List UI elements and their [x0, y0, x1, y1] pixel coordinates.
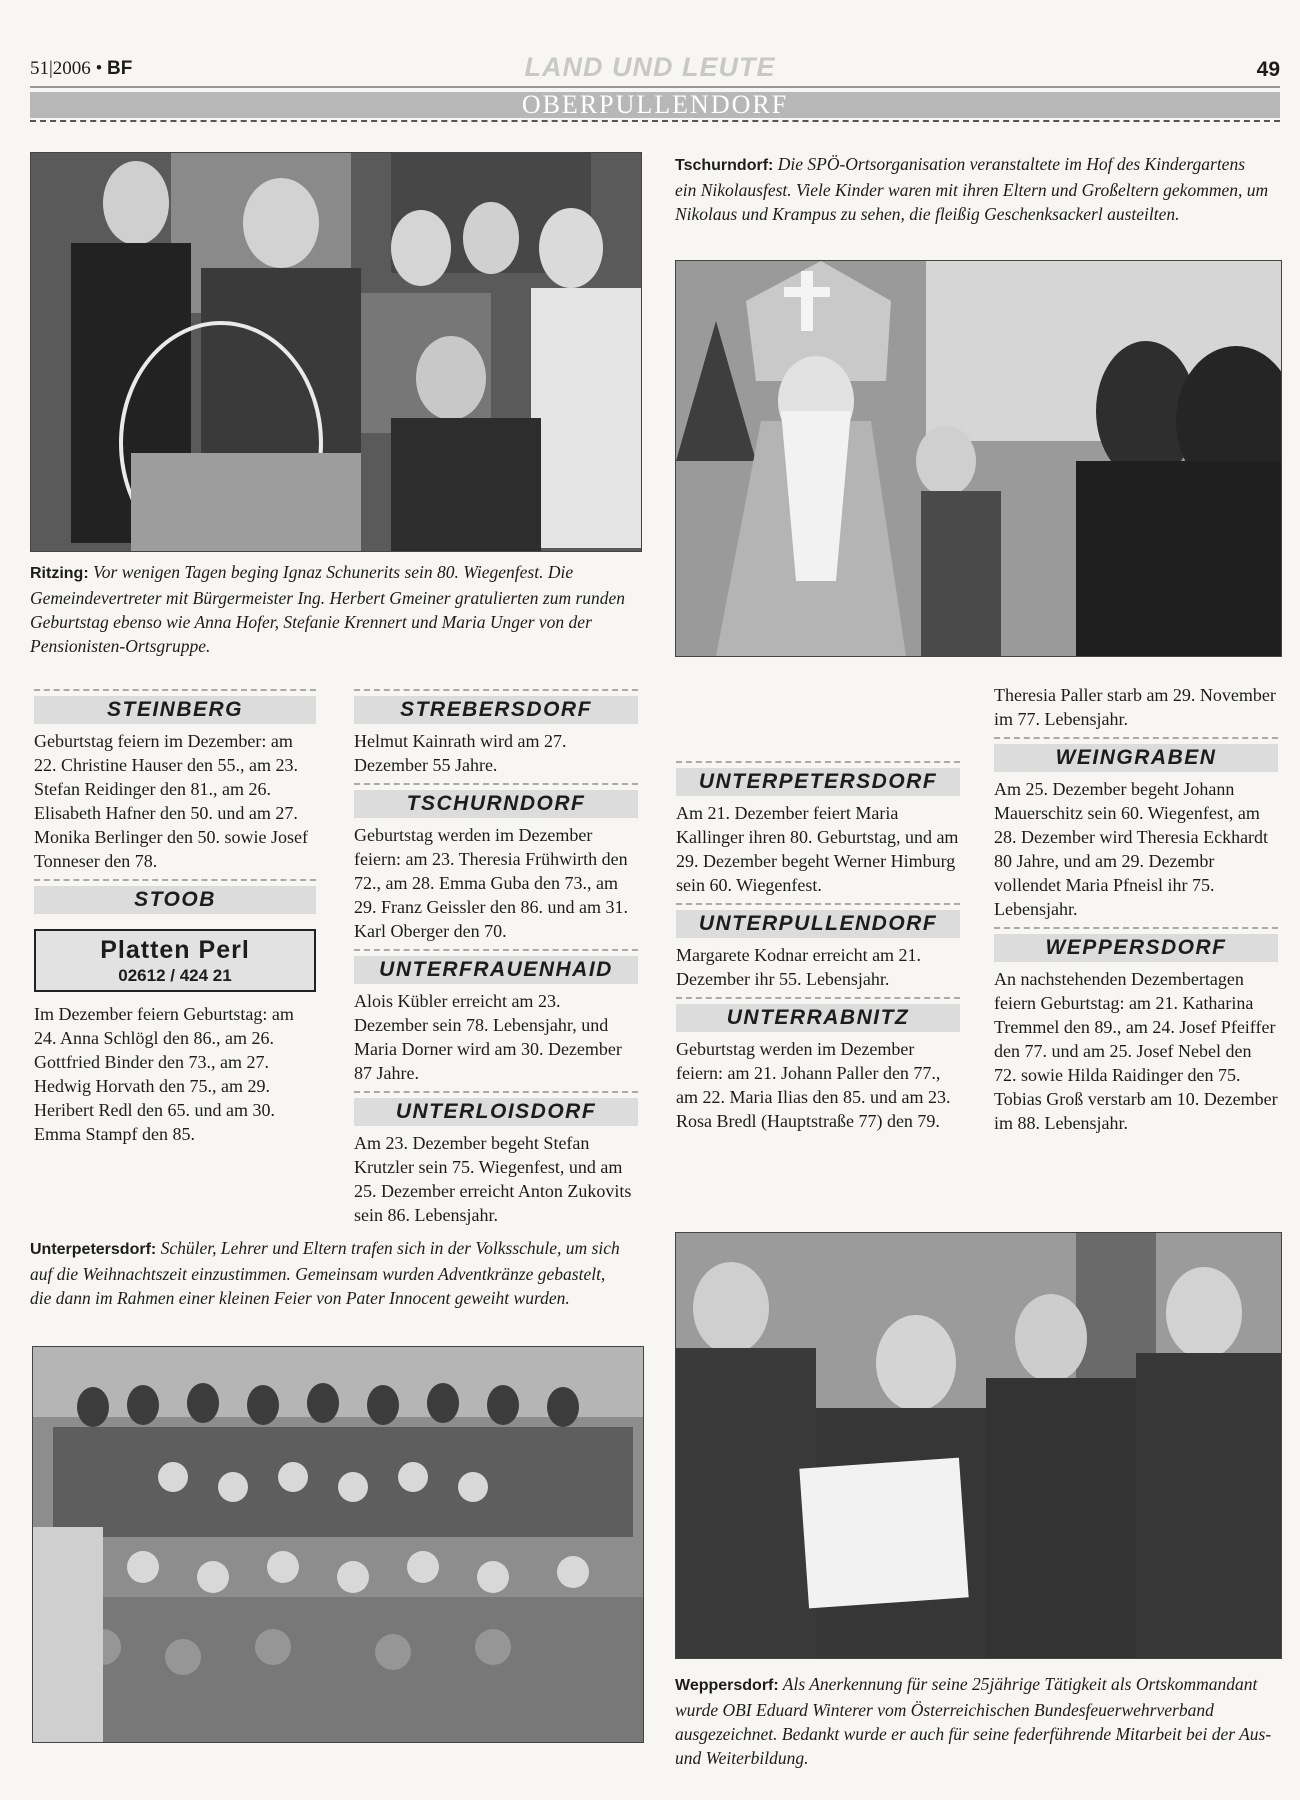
- issue-info: [30, 58, 132, 80]
- caption-text: Als Anerkennung für seine 25jährige Tätigkeit als Ortskommandant wurde OBI Eduard Winterer vom Österreichischen Bundesfeuerwehrverband ausgezeichnet. Bedankt wurde er auch für seine federführende Mitarbeit bei der Aus- und Weiterbildung.: [675, 1674, 1272, 1768]
- district-banner: [30, 92, 1280, 118]
- column-4: [994, 683, 1278, 1135]
- heading-unterpetersdorf-label: UNTERPETERSDORF: [676, 768, 960, 796]
- caption-ritzing: [30, 560, 630, 658]
- heading-weingraben-label: WEINGRABEN: [994, 744, 1278, 772]
- caption-place: Weppersdorf:: [675, 1677, 779, 1694]
- heading-strebersdorf-label: STREBERSDORF: [354, 696, 638, 724]
- caption-unterpetersdorf: [30, 1236, 630, 1310]
- heading-unterloisdorf: [354, 1091, 638, 1127]
- caption-text: Vor wenigen Tagen beging Ignaz Schunerits sein 80. Wiegenfest. Die Gemeindevertreter mit Bürgermeister Ing. Herbert Gmeiner gratulierten zum runden Geburtstag ebenso wie Anna Hofer, Stefanie Krennert und Maria Unger von der Pensionisten-Ortsgruppe.: [30, 562, 626, 656]
- photo-unterpetersdorf: [32, 1346, 644, 1743]
- photo-ritzing: [30, 152, 642, 552]
- article-weppersdorf: An nachstehenden Dezembertagen feiern Geburtstag: am 21. Katharina Tremmel den 89., am 24. Josef Pfeiffer den 77. und am 25. Josef Nebel den 72. sowie Hilda Raidinger den 75.: [994, 969, 1276, 1085]
- heading-unterrabnitz: [676, 997, 960, 1033]
- caption-place: Unterpetersdorf:: [30, 1241, 157, 1258]
- header-dashed-rule: [30, 120, 1280, 122]
- heading-unterloisdorf-label: UNTERLOISDORF: [354, 1098, 638, 1126]
- article-weppersdorf-death: Tobias Groß verstarb am 10. Dezember im 88. Lebensjahr.: [994, 1089, 1278, 1133]
- article-strebersdorf: Helmut Kainrath wird am 27. Dezember 55 Jahre.: [354, 731, 567, 775]
- heading-unterpetersdorf: [676, 761, 960, 797]
- heading-stoob-label: STOOB: [34, 886, 316, 914]
- heading-weingraben: [994, 737, 1278, 773]
- article-unterpetersdorf: Am 21. Dezember feiert Maria Kallinger ihren 80. Geburtstag, und am 29. Dezember begeht Werner Himburg sein 60. Wiegenfest.: [676, 803, 959, 895]
- photo-ritzing-image: [31, 153, 641, 551]
- heading-stoob: [34, 879, 316, 915]
- caption-tschurndorf: [675, 152, 1270, 226]
- caption-weppersdorf: [675, 1672, 1275, 1770]
- heading-steinberg: [34, 689, 316, 725]
- photo-tschurndorf: [675, 260, 1282, 657]
- column-2: [354, 683, 638, 1227]
- heading-unterrabnitz-label: UNTERRABNITZ: [676, 1004, 960, 1032]
- heading-tschurndorf: [354, 783, 638, 819]
- ad-phone: 02612 / 424 21: [118, 966, 232, 985]
- heading-unterpullendorf: [676, 903, 960, 939]
- article-weingraben: Am 25. Dezember begeht Johann Mauerschitz sein 60. Wiegenfest, am 28. Dezember wird Theresia Eckhardt 80 Jahre, und am 29. Dezembr vollendet Maria Pfneisl ihr 75. Lebensjahr.: [994, 779, 1269, 919]
- heading-weppersdorf: [994, 927, 1278, 963]
- heading-weppersdorf-label: WEPPERSDORF: [994, 934, 1278, 962]
- page-number: 49: [1256, 58, 1280, 81]
- article-unterrabnitz-continued: Theresia Paller starb am 29. November im 77. Lebensjahr.: [994, 685, 1276, 729]
- photo-weppersdorf-image: [676, 1233, 1281, 1658]
- heading-tschurndorf-label: TSCHURNDORF: [354, 790, 638, 818]
- issue-number: 51|2006: [30, 58, 91, 79]
- article-steinberg: Geburtstag feiern im Dezember: am 22. Christine Hauser den 55., am 23. Stefan Reidinger den 81., am 26. Elisabeth Hafner den 50. und am 27. Monika Berlinger den 50. sowie Josef Tonneser den 78.: [34, 731, 308, 871]
- caption-place: Tschurndorf:: [675, 157, 774, 174]
- publication-name: BF: [106, 58, 133, 79]
- heading-strebersdorf: [354, 689, 638, 725]
- article-tschurndorf: Geburtstag werden im Dezember feiern: am 23. Theresia Frühwirth den 72., am 28. Emma Guba den 73., am 29. Franz Geissler den 86. und am 31. Karl Oberger den 70.: [354, 825, 628, 941]
- column-1: [34, 683, 316, 1146]
- article-stoob: Im Dezember feiern Geburtstag: am 24. Anna Schlögl den 86., am 26. Gottfried Binder den 73., am 27. Hedwig Horvath den 75., am 29. Heribert Redl den 65. und am 30. Emma Stampf den 85.: [34, 1004, 294, 1144]
- heading-steinberg-label: STEINBERG: [34, 696, 316, 724]
- article-unterfrauenhaid: Alois Kübler erreicht am 23. Dezember sein 78. Lebensjahr, und Maria Dorner wird am 30. Dezember 87 Jahre.: [354, 991, 622, 1083]
- heading-unterpullendorf-label: UNTERPULLENDORF: [676, 910, 960, 938]
- advertisement: [34, 929, 316, 992]
- photo-weppersdorf: [675, 1232, 1282, 1659]
- section-title: LAND UND LEUTE: [524, 52, 776, 82]
- caption-place: Ritzing:: [30, 565, 89, 582]
- article-unterpullendorf: Margarete Kodnar erreicht am 21. Dezember ihr 55. Lebensjahr.: [676, 945, 922, 989]
- district-title: OBERPULLENDORF: [521, 90, 789, 119]
- heading-unterfrauenhaid: [354, 949, 638, 985]
- caption-text: Die SPÖ-Ortsorganisation veranstaltete im Hof des Kindergartens ein Nikolausfest. Viele Kinder waren mit ihren Eltern und Großeltern gekommen, um Nikolaus und Krampus zu sehen, die fleißig Geschenksackerl austeilten.: [675, 154, 1269, 224]
- caption-text: Schüler, Lehrer und Eltern trafen sich in der Volksschule, um sich auf die Weihnachtszeit einzustimmen. Gemeinsam wurden Adventkränze gebastelt, die dann im Rahmen einer kleinen Feier von Pater Innocent geweiht wurden.: [30, 1238, 620, 1308]
- header-rule: [30, 86, 1280, 88]
- photo-tschurndorf-image: [676, 261, 1281, 656]
- article-unterrabnitz: Geburtstag werden im Dezember feiern: am 21. Johann Paller den 77., am 22. Maria Ilias den 85. und am 23. Rosa Bredl (Hauptstraße 77) den 79.: [676, 1039, 951, 1131]
- photo-unterpetersdorf-image: [33, 1347, 643, 1742]
- ad-name: Platten Perl: [100, 936, 250, 964]
- column-3: [676, 755, 960, 1133]
- article-unterloisdorf: Am 23. Dezember begeht Stefan Krutzler sein 75. Wiegenfest, und am 25. Dezember erreicht Anton Zukovits sein 86. Lebensjahr.: [354, 1133, 632, 1225]
- bullet: •: [95, 58, 103, 79]
- heading-unterfrauenhaid-label: UNTERFRAUENHAID: [354, 956, 638, 984]
